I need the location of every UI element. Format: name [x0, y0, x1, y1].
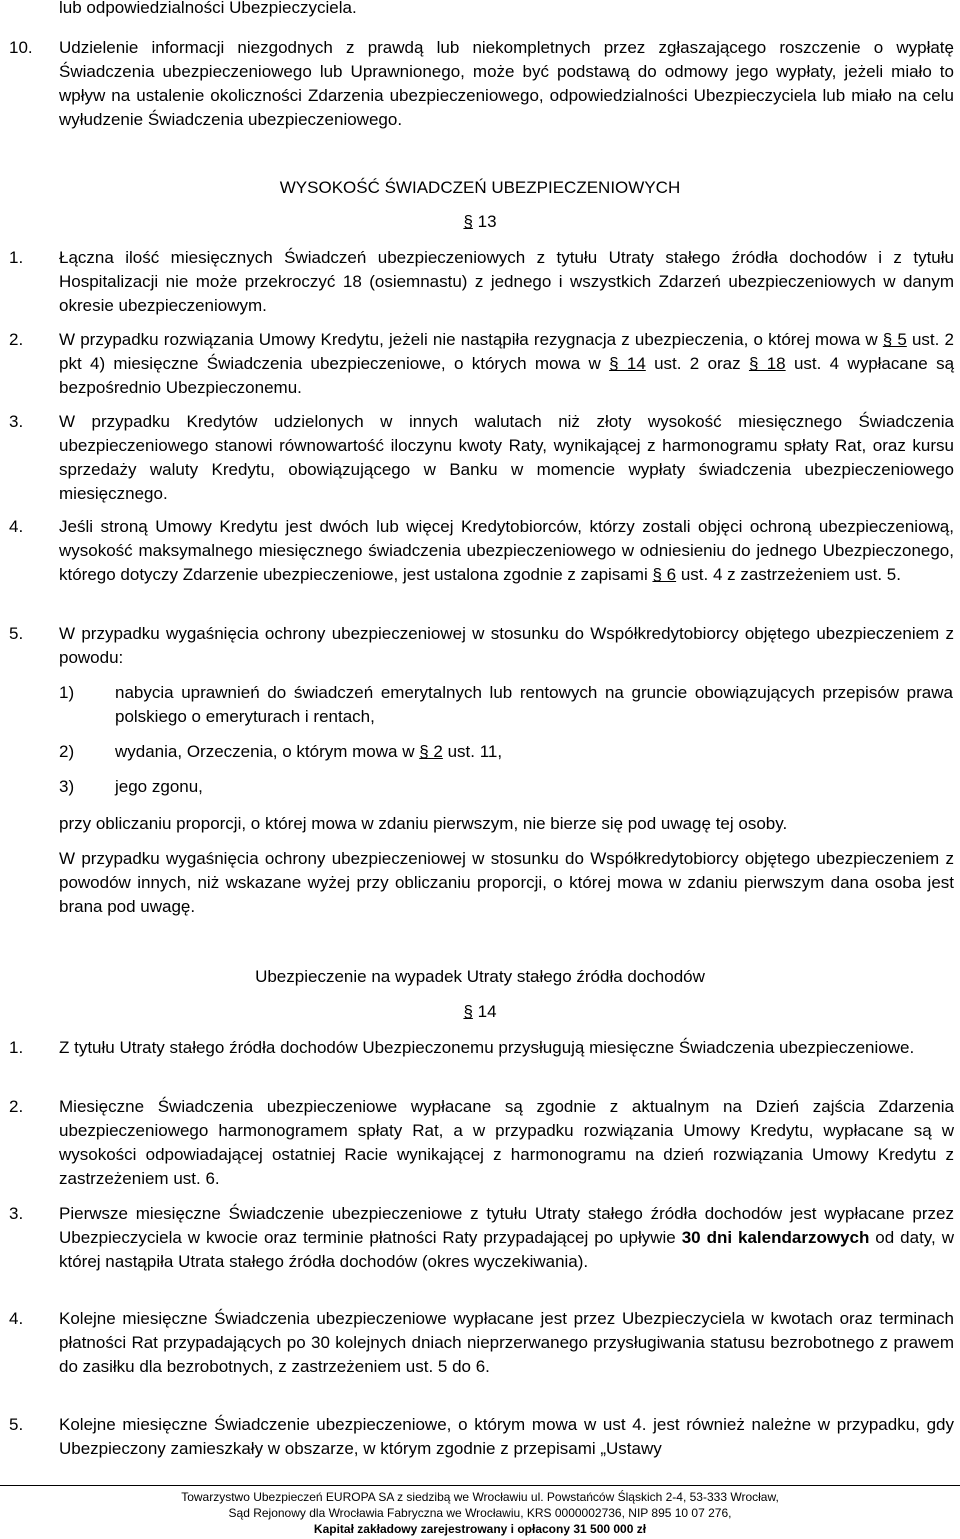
item-number: 4.	[9, 1309, 24, 1328]
text-run: Pierwsze miesięczne Świadczenie ubezpieczeniowe z tytułu Utraty stałego źródła dochodów jest wypłacane przez Ubezpieczyciela w kwocie oraz terminie płatności Raty przypadającej po upływie	[59, 1204, 954, 1247]
section-number: 13	[477, 212, 497, 231]
text-run: ust. 11,	[442, 742, 503, 761]
proportion-note-2: W przypadku wygaśnięcia ochrony ubezpieczeniowej w stosunku do Współkredytobiorcy objętego ubezpieczeniem z powodów innych, niż wskazane wyżej przy obliczaniu proporcji, o której mowa w zdaniu pierwszym dana osoba jest brana pod uwagę.	[59, 849, 954, 916]
s13-item-2-text	[59, 328, 954, 400]
item-number: 10.	[9, 38, 33, 57]
paragraph-symbol: §	[463, 212, 473, 231]
item-number: 2.	[9, 330, 24, 349]
text-run: wydania, Orzeczenia, o którym mowa w	[115, 742, 420, 761]
sub-item-number: 3)	[59, 777, 75, 796]
section-reference-link[interactable]: § 2	[419, 742, 443, 761]
s14-item-4-text: Kolejne miesięczne Świadczenia ubezpieczeniowe wypłacane jest przez Ubezpieczyciela w kwotach oraz terminach płatności Rat przypadających po 30 kolejnych dniach nieprzerwanego przysługiwania statusu bezrobotnego z prawem do zasiłku dla bezrobotnych, z zastrzeżeniem ust. 5 do 6.	[59, 1309, 954, 1376]
item-number: 3.	[9, 412, 24, 431]
item-10-text: Udzielenie informacji niezgodnych z prawdą lub niekompletnych przez zgłaszającego roszczenie o wypłatę Świadczenia ubezpieczeniowego lub Uprawnionego, może być podstawą do odmowy jego wypłaty, jeżeli miało to wpływ na ustalenie okoliczności Zdarzenia ubezpieczeniowego, odpowiedzialności Ubezpieczyciela lub miało na celu wyłudzenie Świadczenia ubezpieczeniowego.	[59, 38, 954, 129]
text-run: od daty, w której nastąpiła Utrata stałego źródła dochodów (okres wyczekiwania).	[59, 1228, 954, 1271]
item-number: 3.	[9, 1204, 24, 1223]
section-13-marker	[0, 210, 960, 234]
s13-item-5-text: W przypadku wygaśnięcia ochrony ubezpieczeniowej w stosunku do Współkredytobiorcy objętego ubezpieczeniem z powodu:	[59, 624, 954, 667]
footer-line-1: Towarzystwo Ubezpieczeń EUROPA SA z siedzibą we Wrocławiu ul. Powstańców Śląskich 2-4, 53-333 Wrocław,	[181, 1490, 779, 1504]
section-14-marker	[0, 1000, 960, 1024]
item-number: 5.	[9, 1415, 24, 1434]
item-number: 2.	[9, 1097, 24, 1116]
sub-item-3-text: jego zgonu,	[115, 777, 203, 796]
section-reference-link[interactable]: § 6	[652, 565, 677, 584]
s13-item-4-text	[59, 515, 954, 587]
section-heading: WYSOKOŚĆ ŚWIADCZEŃ UBEZPIECZENIOWYCH	[279, 178, 681, 197]
sub-item-1-text: nabycia uprawnień do świadczeń emerytalnych lub rentowych na gruncie obowiązujących przepisów prawa polskiego o emeryturach i rentach,	[115, 683, 953, 726]
sub-item-number: 1)	[59, 683, 75, 702]
item-number: 4.	[9, 517, 24, 536]
text-run: Jeśli stroną Umowy Kredytu jest dwóch lub więcej Kredytobiorców, którzy zostali objęci ochroną ubezpieczeniową, wysokość maksymalnego miesięcznego świadczenia ubezpieczeniowego w odniesieniu do jednego Ubezpieczonego, którego dotyczy Zdarzenie ubezpieczeniowe, jest ustalona zgodnie z zapisami	[59, 517, 954, 584]
sub-item-number: 2)	[59, 742, 75, 761]
sub-item-2-text	[115, 740, 953, 764]
page-footer	[0, 1485, 960, 1539]
s14-item-5-text: Kolejne miesięczne Świadczenie ubezpieczeniowe, o którym mowa w ust 4. jest również należne w przypadku, gdy Ubezpieczony zamieszkały w obszarze, w którym zgodnie z przepisami „Ustawy	[59, 1415, 954, 1458]
text-run: ust. 2 pkt 4) miesięczne Świadczenia ubezpieczeniowe, o których mowa w	[59, 330, 954, 373]
item-number: 5.	[9, 624, 24, 643]
footer-line-2: Sąd Rejonowy dla Wrocławia Fabryczna we Wrocławiu, KRS 0000002736, NIP 895 10 07 276,	[228, 1506, 732, 1520]
s14-item-3-text	[59, 1202, 954, 1274]
proportion-note-1: przy obliczaniu proporcji, o której mowa w zdaniu pierwszym, nie bierze się pod uwagę tej osoby.	[59, 814, 788, 833]
continuation-line: lub odpowiedzialności Ubezpieczyciela.	[59, 0, 357, 17]
section-reference-link[interactable]: § 14	[609, 354, 646, 373]
item-number: 1.	[9, 248, 24, 267]
section-reference-link[interactable]: § 5	[882, 330, 907, 349]
subsection-heading: Ubezpieczenie na wypadek Utraty stałego źródła dochodów	[255, 967, 705, 986]
section-number: 14	[477, 1002, 497, 1021]
s14-item-1-text: Z tytułu Utraty stałego źródła dochodów Ubezpieczonemu przysługują miesięczne Świadczenia ubezpieczeniowe.	[59, 1038, 915, 1057]
paragraph-symbol: §	[463, 1002, 473, 1021]
s13-item-1-text: Łączna ilość miesięcznych Świadczeń ubezpieczeniowych z tytułu Utraty stałego źródła dochodów i z tytułu Hospitalizacji nie może przekroczyć 18 (osiemnastu) z jednego i wszystkich Zdarzeń ubezpieczeniowych w danym okresie ubezpieczeniowym.	[59, 248, 954, 315]
text-run: ust. 4 z zastrzeżeniem ust. 5.	[676, 565, 901, 584]
text-run: ust. 2 oraz	[645, 354, 749, 373]
section-reference-link[interactable]: § 18	[748, 354, 786, 373]
footer-line-3: Kapitał zakładowy zarejestrowany i opłacony 31 500 000 zł	[313, 1522, 647, 1536]
text-run: ust. 4 wypłacane są bezpośrednio Ubezpieczonemu.	[59, 354, 955, 397]
s13-item-3-text: W przypadku Kredytów udzielonych w innych walutach niż złoty wysokość miesięcznego Świadczenia ubezpieczeniowego stanowi równowartość iloczynu kwoty Raty, wynikającej z harmonogramu spłaty Rat, oraz kursu sprzedaży waluty Kredytu, obowiązującego w Banku w momencie wypłaty świadczenia ubezpieczeniowego miesięcznego.	[59, 412, 954, 503]
s14-item-2-text: Miesięczne Świadczenia ubezpieczeniowe wypłacane są zgodnie z aktualnym na Dzień zajścia Zdarzenia ubezpieczeniowego harmonogramem spłaty Rat, a w przypadku rozwiązania Umowy Kredytu, wypłacane są w wysokości odpowiadającej ostatniej Racie wynikającej z harmonogramu na dzień rozwiązania Umowy Kredytu z zastrzeżeniem ust. 6.	[59, 1097, 954, 1188]
item-number: 1.	[9, 1038, 24, 1057]
text-run: W przypadku rozwiązania Umowy Kredytu, jeżeli nie nastąpiła rezygnacja z ubezpieczenia, o której mowa w	[59, 330, 883, 349]
bold-term: 30 dni kalendarzowych	[681, 1228, 870, 1247]
